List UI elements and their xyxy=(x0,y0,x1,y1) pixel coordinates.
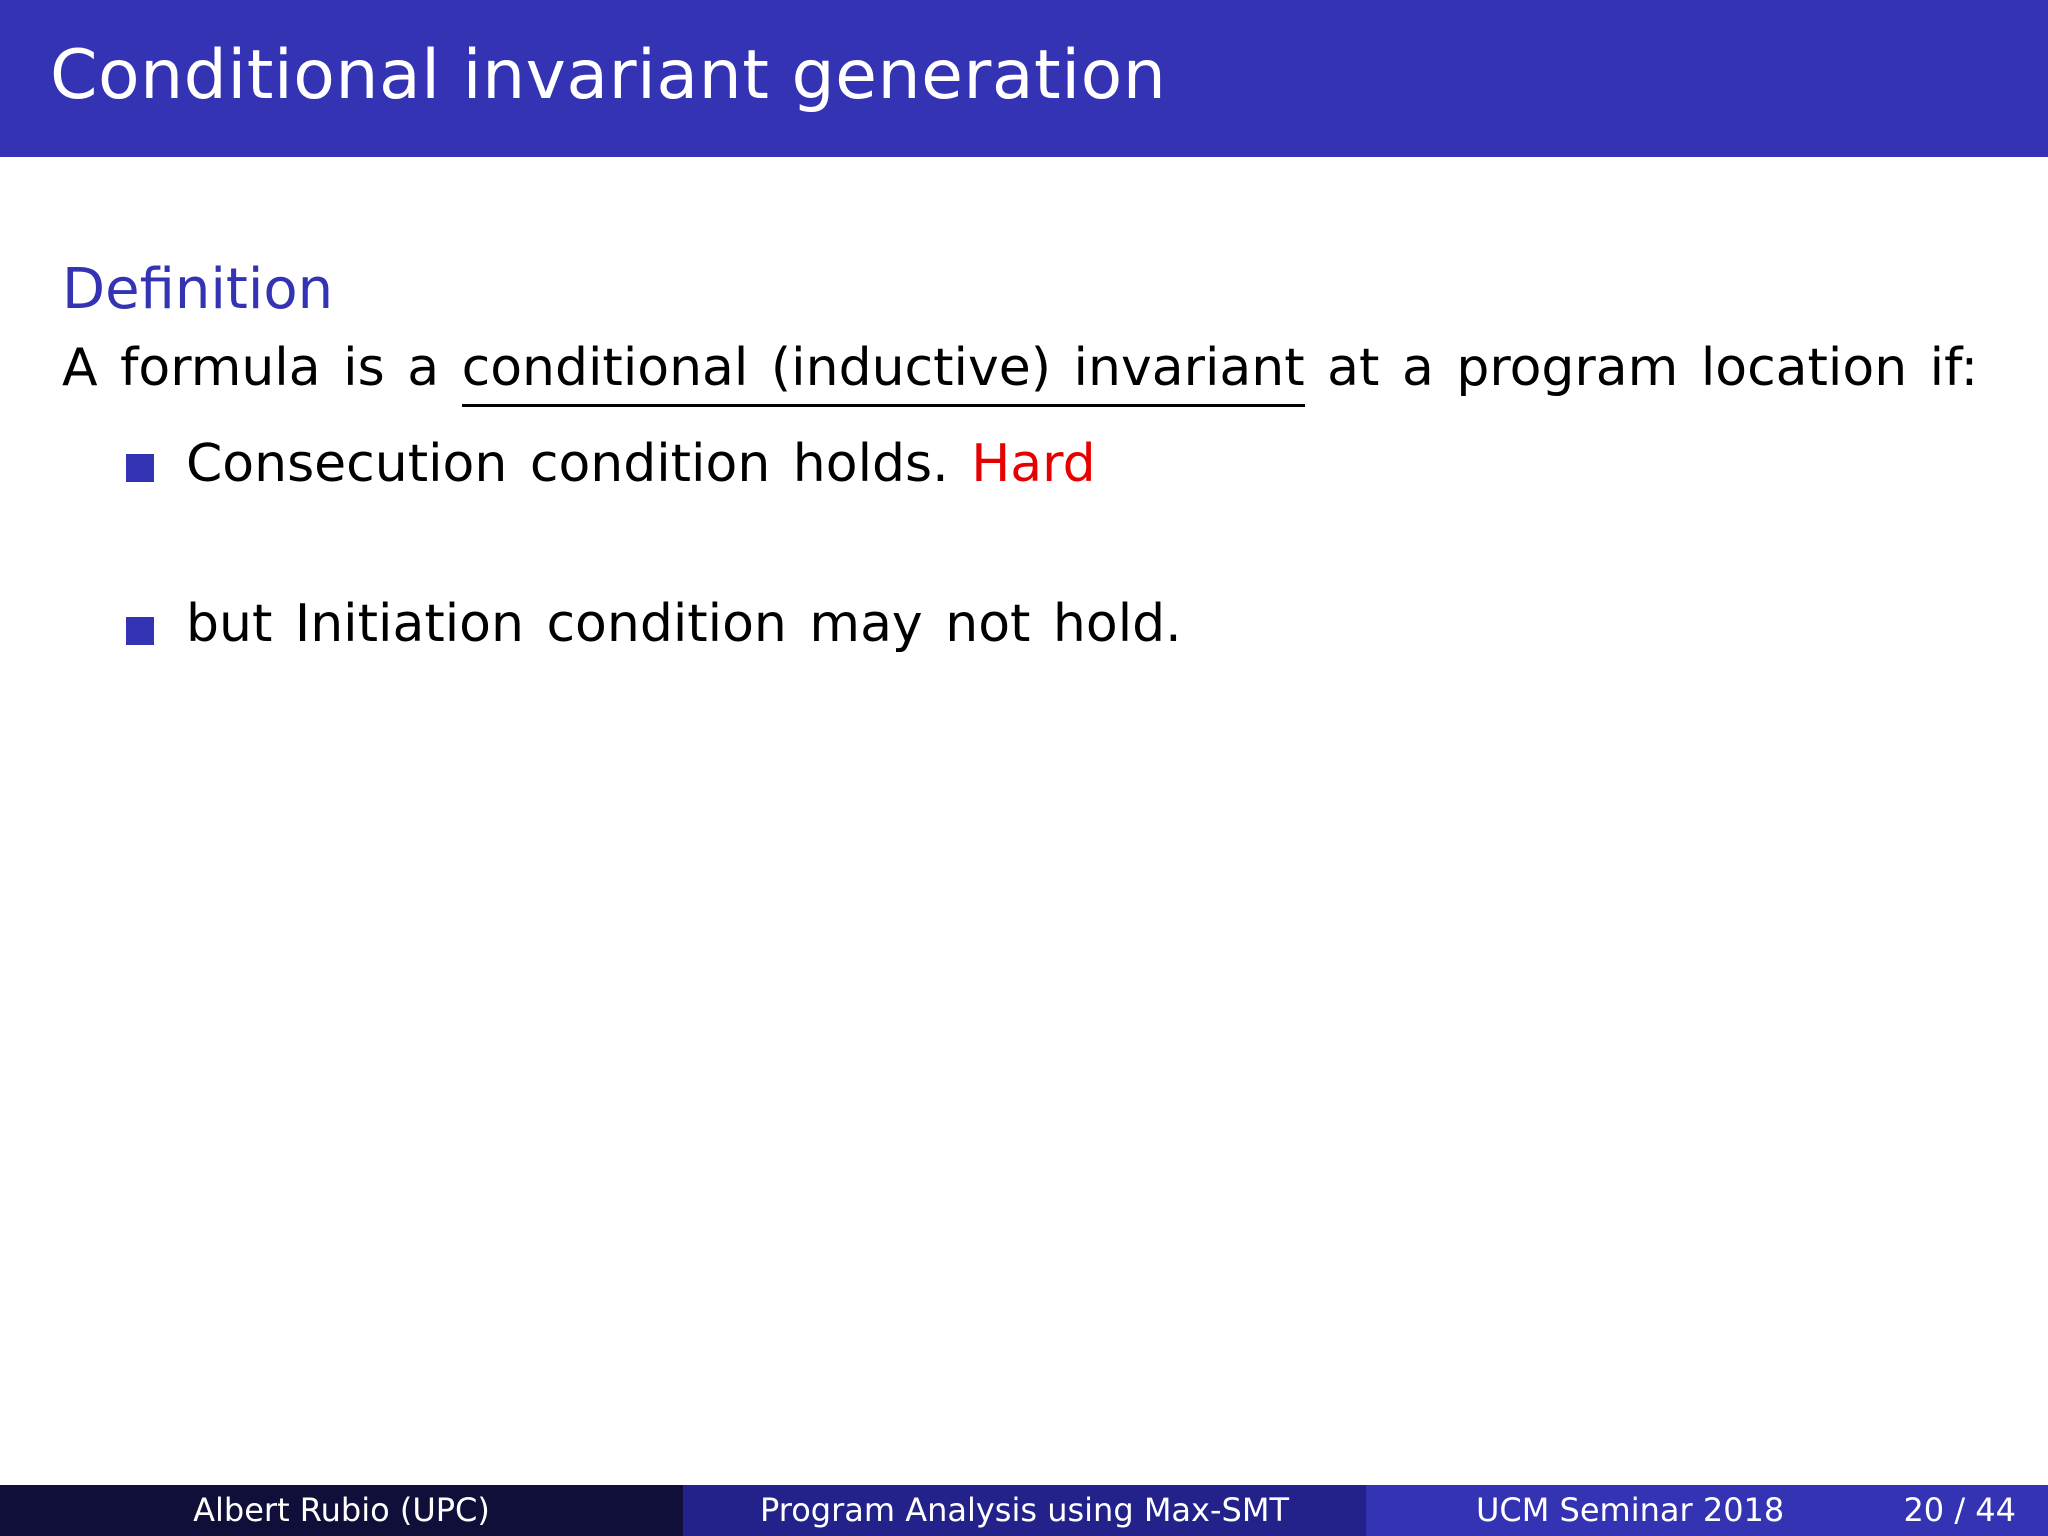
bullet-square-icon xyxy=(126,617,154,645)
hard-tag: Hard xyxy=(971,434,1096,494)
definition-text-end: at a program location if: xyxy=(1304,338,1979,398)
list-item-text: but Initiation condition may not hold. xyxy=(186,594,1182,654)
list-item xyxy=(186,594,1182,654)
definition-text xyxy=(62,338,1979,398)
list-item-text: Consecution condition holds. xyxy=(186,434,972,494)
page-number: 20 / 44 xyxy=(1903,1491,2016,1529)
bullet-square-icon xyxy=(126,454,154,482)
definition-heading: Definition xyxy=(62,257,334,322)
list-item xyxy=(186,434,1096,494)
title-bar xyxy=(0,0,2048,157)
footer xyxy=(0,1485,2048,1536)
underlined-term: conditional (inductive) invariant xyxy=(462,338,1305,407)
footer-talk-title: Program Analysis using Max-SMT xyxy=(683,1485,1366,1536)
footer-event: UCM Seminar 2018 xyxy=(1476,1491,1785,1529)
footer-author: Albert Rubio (UPC) xyxy=(0,1485,683,1536)
footer-right xyxy=(1366,1485,2048,1536)
slide-title: Conditional invariant generation xyxy=(50,36,1167,115)
definition-text-start: A formula is a xyxy=(62,338,462,398)
